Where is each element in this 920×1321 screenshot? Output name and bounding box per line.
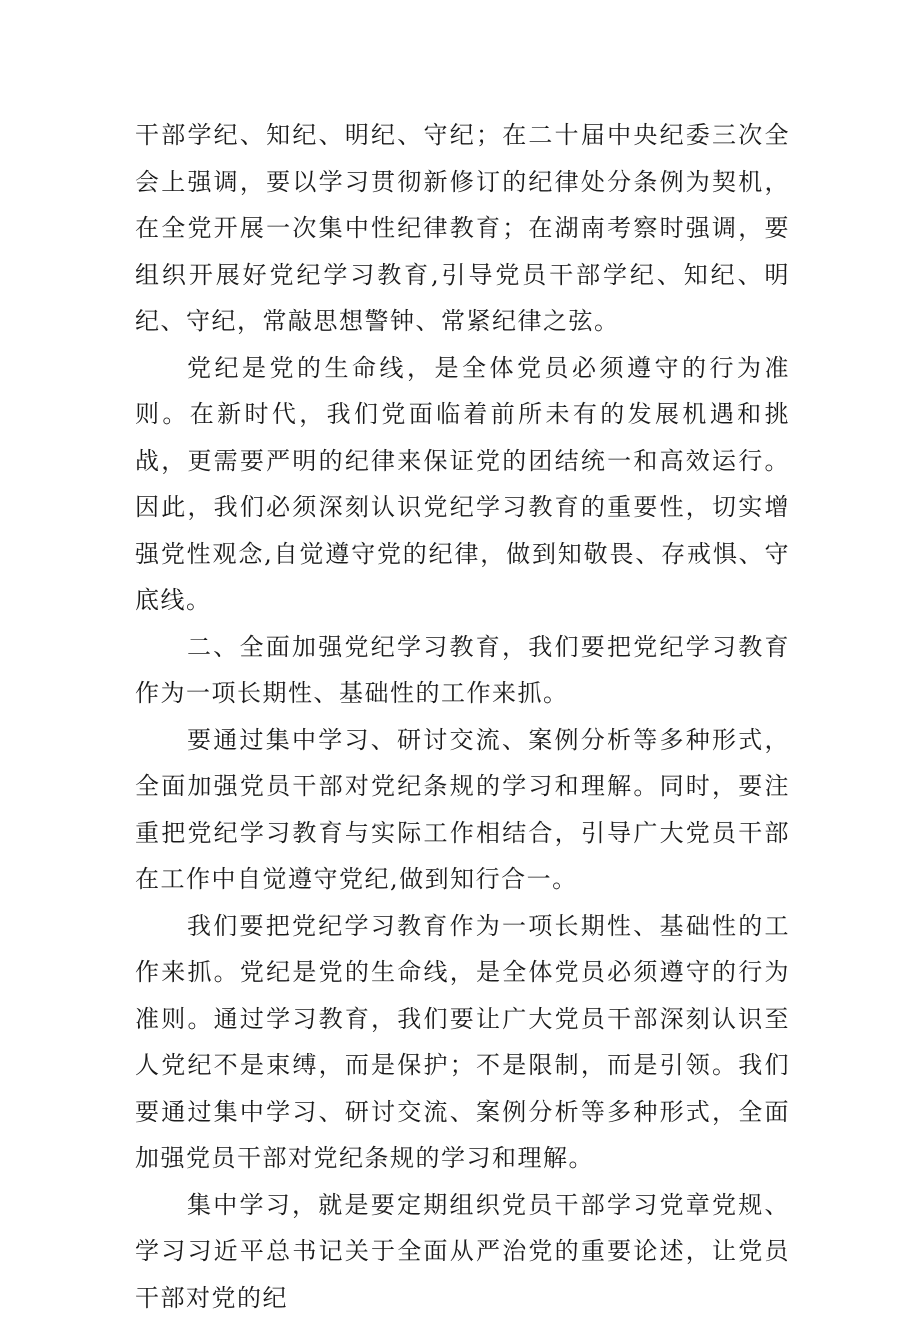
paragraph-6: 集中学习，就是要定期组织党员干部学习党章党规、学习习近平总书记关于全面从严治党的重要论述，让党员干部对党的纪: [135, 1182, 790, 1321]
paragraph-3: 二、全面加强党纪学习教育，我们要把党纪学习教育作为一项长期性、基础性的工作来抓。: [135, 624, 790, 717]
document-body: [135, 112, 790, 1321]
paragraph-1: 干部学纪、知纪、明纪、守纪；在二十届中央纪委三次全会上强调，要以学习贯彻新修订的纪律处分条例为契机，在全党开展一次集中性纪律教育；在湖南考察时强调，要组织开展好党纪学习教育,引导党员干部学纪、知纪、明纪、守纪，常敲思想警钟、常紧纪律之弦。: [135, 112, 790, 345]
paragraph-5: 我们要把党纪学习教育作为一项长期性、基础性的工作来抓。党纪是党的生命线，是全体党员必须遵守的行为准则。通过学习教育，我们要让广大党员干部深刻认识至人党纪不是束缚，而是保护；不是限制，而是引领。我们要通过集中学习、研讨交流、案例分析等多种形式，全面加强党员干部对党纪条规的学习和理解。: [135, 903, 790, 1182]
paragraph-2: 党纪是党的生命线，是全体党员必须遵守的行为准则。在新时代，我们党面临着前所未有的发展机遇和挑战，更需要严明的纪律来保证党的团结统一和高效运行。因此，我们必须深刻认识党纪学习教育的重要性，切实增强党性观念,自觉遵守党的纪律，做到知敬畏、存戒惧、守底线。: [135, 345, 790, 624]
paragraph-4: 要通过集中学习、研讨交流、案例分析等多种形式，全面加强党员干部对党纪条规的学习和理解。同时，要注重把党纪学习教育与实际工作相结合，引导广大党员干部在工作中自觉遵守党纪,做到知行合一。: [135, 717, 790, 903]
